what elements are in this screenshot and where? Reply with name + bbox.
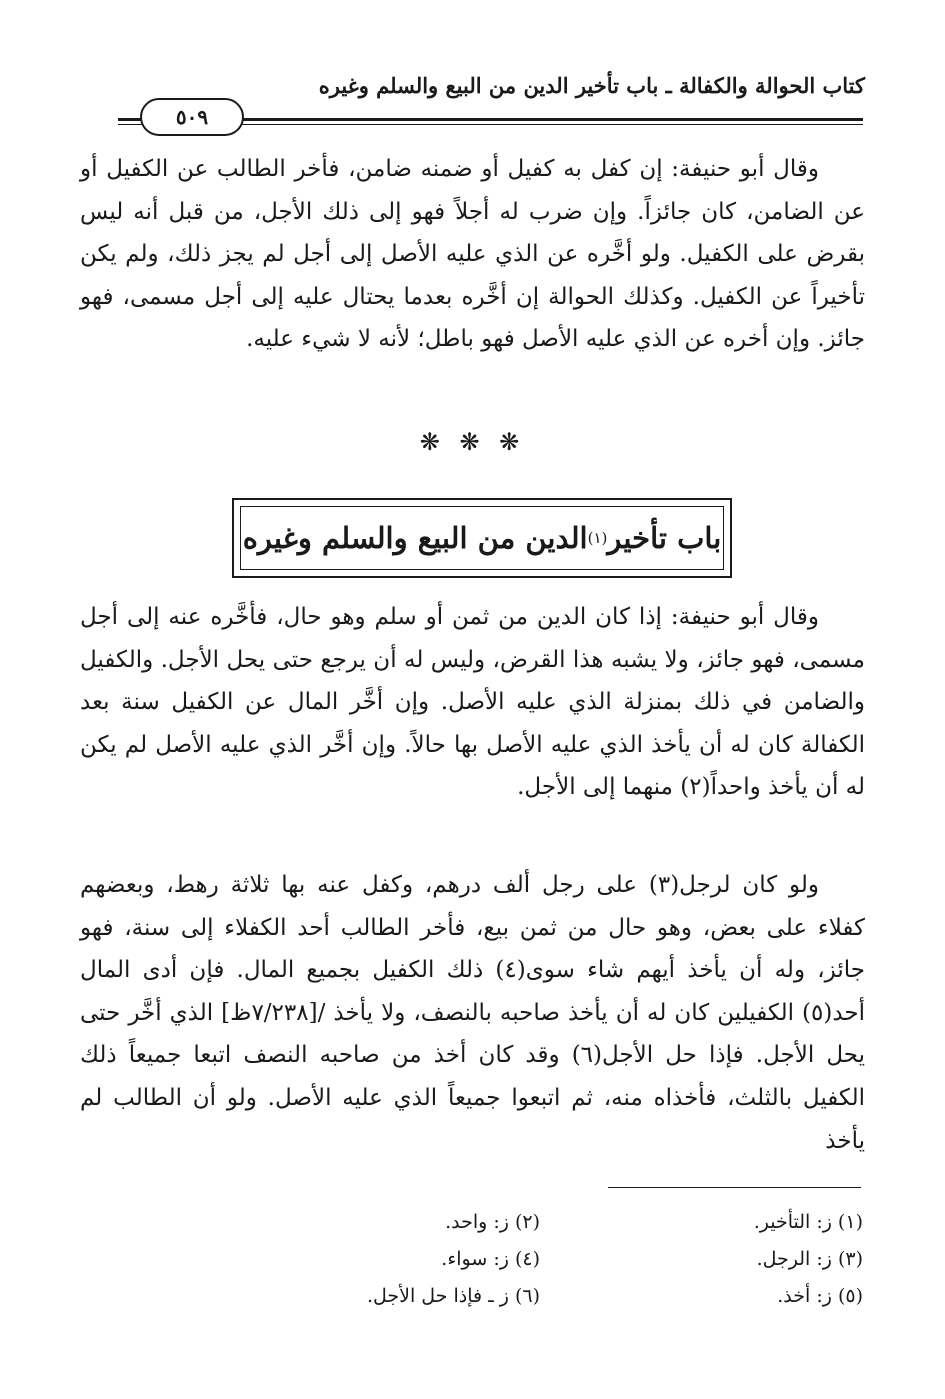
footnotes — [233, 1204, 863, 1315]
chapter-title-footnote-marker: (١) — [587, 529, 608, 547]
footnote-2: (٢) ز: واحد. — [445, 1211, 540, 1233]
paragraph-2-text: وقال أبو حنيفة: إذا كان الدين من ثمن أو سلم وهو حال، فأخَّره عنه إلى أجل مسمى، فهو جائز، ولا يشبه هذا القرض، وليس له أن يرجع حتى يحل الأجل. والكفيل والضامن في ذلك بمنزلة الذي عليه الأصل. وإن أخَّر المال عن الكفيل سنة بعد الكفالة كان له أن يأخذ الذي عليه الأصل بها حالاً. وإن أخَّر الذي عليه الأصل لم يكن له أن يأخذ واحداً(٢) منهما إلى الأجل. — [80, 604, 865, 801]
footnote-row — [233, 1204, 863, 1241]
chapter-title-after: الدين من البيع والسلم وغيره — [242, 521, 588, 555]
chapter-title-before: باب تأخير — [607, 521, 722, 555]
page-number: ٥٠٩ — [140, 98, 244, 136]
footnote-5: (٥) ز: أخذ. — [777, 1285, 863, 1307]
footnote-6: (٦) ز ـ فإذا حل الأجل. — [366, 1285, 540, 1307]
running-head: كتاب الحوالة والكفالة ـ باب تأخير الدين من البيع والسلم وغيره — [318, 73, 865, 98]
paragraph-3-text: ولو كان لرجل(٣) على رجل ألف درهم، وكفل عنه بها ثلاثة رهط، وبعضهم كفلاء على بعض، وهو حال من ثمن بيع، فأخر الطالب أحد الكفلاء إلى سنة، فهو جائز، وله أن يأخذ أيهم شاء سوى(٤) ذلك الكفيل بجميع المال. فإن أدى المال أحد(٥) الكفيلين كان له أن يأخذ صاحبه بالنصف، ولا يأخذ /[٧/٢٣٨ظ] الذي أخَّر حتى يحل الأجل. فإذا حل الأجل(٦) وقد كان أخذ من صاحبه النصف اتبعا جميعاً ذلك الكفيل بالثلث، فأخذاه منه، ثم اتبعوا جميعاً الذي عليه الأصل. ولو أن الطالب لم يأخذ — [80, 872, 865, 1154]
footnote-4: (٤) ز: سواء. — [441, 1248, 540, 1270]
paragraph-2 — [80, 596, 865, 809]
section-ornament: ❋ ❋ ❋ — [419, 428, 526, 456]
chapter-title — [234, 500, 730, 576]
footnote-3: (٣) ز: الرجل. — [756, 1248, 863, 1270]
paragraph-1-text: وقال أبو حنيفة: إن كفل به كفيل أو ضمنه ضامن، فأخر الطالب عن الكفيل أو عن الضامن، كان جائزاً. وإن ضرب له أجلاً فهو إلى ذلك الأجل، من قبل أنه ليس بقرض على الكفيل. ولو أخَّره عن الذي عليه الأصل إلى أجل لم يجز ذلك، ولم يكن تأخيراً عن الكفيل. وكذلك الحوالة إن أخَّره بعدما يحتال عليه إلى أجل مسمى، فهو جائز. وإن أخره عن الذي عليه الأصل فهو باطل؛ لأنه لا شيء عليه. — [80, 156, 865, 353]
footnote-row — [233, 1241, 863, 1278]
footnote-row — [233, 1278, 863, 1315]
paragraph-1 — [80, 148, 865, 361]
footnote-1: (١) ز: التأخير. — [753, 1211, 863, 1233]
footnote-separator — [608, 1187, 861, 1188]
chapter-title-frame — [232, 498, 732, 578]
paragraph-3 — [80, 864, 865, 1162]
